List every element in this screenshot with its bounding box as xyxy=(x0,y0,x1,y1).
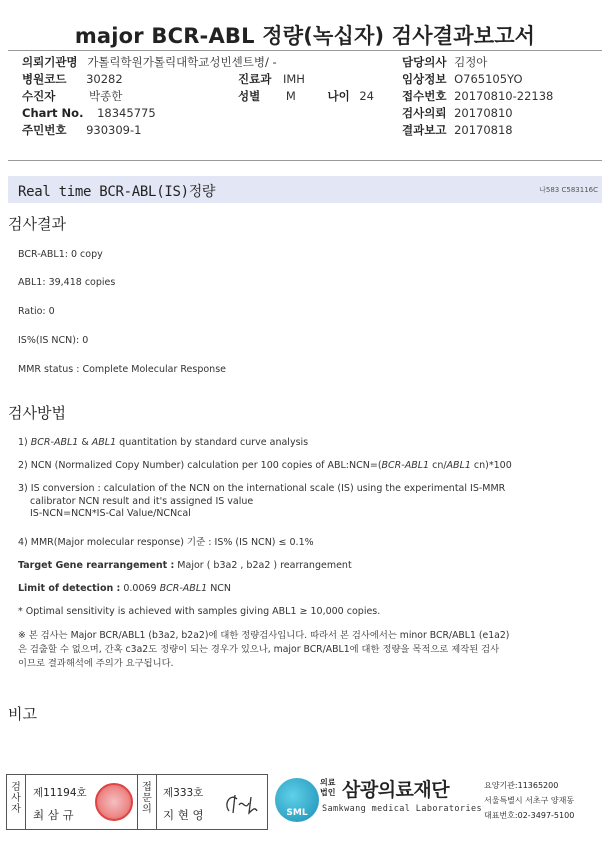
method-2-gene-b: ABL1 xyxy=(446,460,471,471)
result-mmr-status: MMR status : Complete Molecular Response xyxy=(18,364,226,375)
lod-unit: NCN xyxy=(207,583,232,594)
age-label: 나이 xyxy=(327,89,350,103)
patient-label: 수진자 xyxy=(22,89,56,103)
chart-row xyxy=(22,105,277,122)
method-2-prefix: 2) NCN (Normalized Copy Number) calculation per 100 copies of ABL:NCN=( xyxy=(18,460,382,471)
tester-name: 최 삼 규 xyxy=(33,808,74,822)
org-address: 서울특별시 서초구 양재동 xyxy=(484,796,575,805)
age-value: 24 xyxy=(359,89,374,103)
clinic-row xyxy=(402,71,553,88)
chart-value: 18345775 xyxy=(97,106,156,120)
result-is-percent: IS%(IS NCN): 0 xyxy=(18,335,89,346)
institution-row xyxy=(22,54,277,71)
official-seal xyxy=(95,783,133,821)
chart-label: Chart No. xyxy=(22,106,84,120)
receipt-value: 20170810-22138 xyxy=(454,89,554,103)
org-logo-icon xyxy=(275,778,319,822)
org-contact xyxy=(484,778,574,823)
limit-of-detection xyxy=(18,583,231,596)
method-1-prefix: 1) xyxy=(18,437,31,448)
sex-age-row xyxy=(238,88,374,105)
method-1-suffix: quantitation by standard curve analysis xyxy=(116,437,309,448)
test-section-bar xyxy=(8,176,602,203)
rrn-value: 930309-1 xyxy=(86,123,142,137)
dept-value: IMH xyxy=(282,72,305,86)
request-value: 20170810 xyxy=(454,106,513,120)
result-ratio: Ratio: 0 xyxy=(18,306,55,317)
org-name: 삼광의료재단 xyxy=(342,779,450,801)
patient-value: 박종한 xyxy=(88,89,123,103)
target-gene xyxy=(18,560,352,573)
clinic-label: 임상정보 xyxy=(402,72,447,86)
request-label: 검사의뢰 xyxy=(402,106,447,120)
tester-vertical-label: 검 사 자 xyxy=(11,782,21,815)
tester-license: 제11194호 xyxy=(33,787,87,799)
doctor-row xyxy=(402,54,553,71)
method-step-3 xyxy=(18,483,505,521)
header-divider xyxy=(8,160,602,161)
institution-label: 의뢰기관명 xyxy=(22,55,78,69)
results-heading: 검사결과 xyxy=(8,215,66,233)
method-2-suffix: cn)*100 xyxy=(470,460,512,471)
method-1-amp: & xyxy=(78,437,92,448)
method-step-4: 4) MMR(Major molecular response) 기준 : IS% (IS NCN) ≤ 0.1% xyxy=(18,537,314,548)
target-gene-label: Target Gene rearrangement : xyxy=(18,560,175,571)
dept-row xyxy=(238,71,374,88)
sex-label: 성별 xyxy=(238,89,261,103)
handwritten-signature xyxy=(221,789,261,819)
result-abl1: ABL1: 39,418 copies xyxy=(18,277,116,288)
rrn-label: 주민번호 xyxy=(22,123,67,137)
org-english-name: Samkwang medical Laboratories xyxy=(322,804,483,814)
clinic-value: O765105YO xyxy=(454,72,523,86)
lod-gene: BCR-ABL1 xyxy=(159,583,208,594)
report-value: 20170818 xyxy=(454,123,513,137)
org-logo-text: SML xyxy=(286,808,308,818)
notice-line-1: ※ 본 검사는 Major BCR/ABL1 (b3a2, b2a2)에 대한 정량검사입니다. 따라서 본 검사에서는 minor BCR/ABL1 (e1a2) xyxy=(18,630,510,641)
org-type: 의료 법인 xyxy=(320,778,336,797)
method-1-gene-a: BCR-ABL1 xyxy=(30,437,79,448)
report-title: major BCR-ABL 정량(녹십자) 검사결과보고서 xyxy=(74,24,536,48)
target-gene-value: Major ( b3a2 , b2a2 ) rearrangement xyxy=(174,560,352,571)
remarks-heading: 비고 xyxy=(8,705,37,723)
report-label: 결과보고 xyxy=(402,123,447,137)
lod-label: Limit of detection : xyxy=(18,583,121,594)
receipt-row xyxy=(402,88,553,105)
lod-value: 0.0069 xyxy=(120,583,160,594)
confirm-vertical-label: 접 문 의 xyxy=(142,782,152,815)
method-3-line-1: 3) IS conversion : calculation of the NCN on the international scale (IS) using the experimental IS-MMR xyxy=(18,483,506,494)
rrn-row xyxy=(22,122,277,139)
method-2-mid: cn/ xyxy=(429,460,447,471)
method-3-line-2: calibrator NCN result and it's assigned IS value xyxy=(30,495,254,507)
method-step-1 xyxy=(18,437,308,450)
header-middle xyxy=(238,71,374,105)
notice-line-2: 은 검출할 수 없으며, 간혹 c3a2도 정량이 되는 경우가 있으나, major BCR/ABL1에 대한 정량을 목적으로 제작된 검사 xyxy=(18,644,500,655)
header-right xyxy=(402,54,553,139)
doctor-label: 담당의사 xyxy=(402,55,447,69)
org-phone: 대표번호:02-3497-5100 xyxy=(484,811,575,820)
dept-label: 진료과 xyxy=(238,72,272,86)
method-3-line-3: IS-NCN=NCN*IS-Cal Value/NCNcal xyxy=(30,508,191,519)
title-divider xyxy=(8,50,602,51)
method-1-gene-b: ABL1 xyxy=(91,437,117,448)
test-notice xyxy=(18,629,598,671)
method-step-2 xyxy=(18,460,512,473)
confirm-license: 제333호 xyxy=(163,787,204,799)
hospital-code-label: 병원코드 xyxy=(22,72,67,86)
sex-value: M xyxy=(285,89,296,103)
request-row xyxy=(402,105,553,122)
signature-divider-2 xyxy=(137,775,138,829)
test-code: 나583 C583116C xyxy=(539,186,598,194)
method-heading: 검사방법 xyxy=(8,404,66,422)
result-bcr-abl1: BCR-ABL1: 0 copy xyxy=(18,249,103,260)
signature-box xyxy=(6,774,268,830)
signature-divider-1 xyxy=(25,775,26,829)
receipt-label: 접수번호 xyxy=(402,89,447,103)
method-2-gene-a: BCR-ABL1 xyxy=(381,460,430,471)
doctor-value: 김정아 xyxy=(454,55,488,69)
org-code: 요양기관:11365200 xyxy=(484,781,559,790)
test-name: Real time BCR-ABL(IS)정량 xyxy=(18,184,216,200)
report-row xyxy=(402,122,553,139)
sensitivity-note: * Optimal sensitivity is achieved with samples giving ABL1 ≥ 10,000 copies. xyxy=(18,606,381,617)
institution-value: 가톨릭학원가톨릭대학교성빈센트병/ - xyxy=(87,55,277,69)
notice-line-3: 이므로 결과해석에 주의가 요구됩니다. xyxy=(18,658,174,669)
hospital-code-value: 30282 xyxy=(86,72,123,86)
signature-divider-3 xyxy=(156,775,157,829)
confirm-name: 지 현 영 xyxy=(163,808,204,822)
report-footer xyxy=(0,770,610,838)
